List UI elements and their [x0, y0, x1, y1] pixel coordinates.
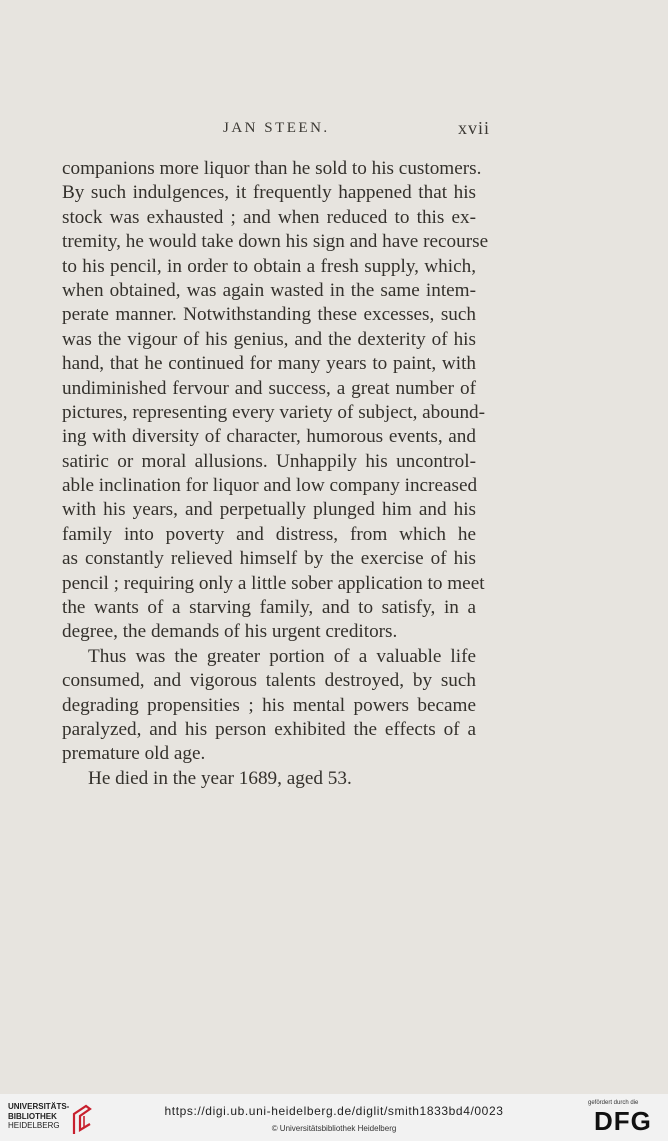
- text-line: with his years, and perpetually plunged him and his: [62, 499, 476, 521]
- text-line: ing with diversity of character, humorous events, and: [62, 426, 476, 448]
- text-line: tremity, he would take down his sign and have recourse: [62, 231, 489, 253]
- body-text: [62, 157, 489, 791]
- text-line: paralyzed, and his person exhibited the effects of a: [62, 718, 476, 740]
- text-line: hand, that he continued for many years to paint, with: [62, 353, 476, 375]
- text-line: premature old age.: [62, 743, 206, 765]
- funding-note: gefördert durch die: [588, 1100, 639, 1106]
- text-line: companions more liquor than he sold to his customers.: [62, 158, 482, 179]
- running-head: [0, 118, 668, 142]
- text-line: pictures, representing every variety of subject, abound-: [62, 401, 486, 423]
- dfg-logo[interactable]: [588, 1100, 664, 1136]
- text-line: degree, the demands of his urgent creditors.: [62, 621, 398, 643]
- dfg-wordmark: DFG: [594, 1106, 652, 1136]
- text-line: Thus was the greater portion of a valuable life: [88, 645, 476, 667]
- page-number: xvii: [458, 118, 491, 138]
- text-line: to his pencil, in order to obtain a fresh supply, which,: [62, 255, 476, 277]
- text-line: satiric or moral allusions. Unhappily his uncontrol-: [62, 450, 476, 472]
- text-line: He died in the year 1689, aged 53.: [88, 767, 352, 789]
- text-line: consumed, and vigorous talents destroyed, by such: [62, 670, 476, 692]
- text-line: the wants of a starving family, and to satisfy, in a: [62, 597, 476, 619]
- running-head-title: JAN STEEN.: [223, 120, 330, 136]
- text-line: degrading propensities ; his mental powers became: [62, 694, 476, 716]
- text-line: was the vigour of his genius, and the dexterity of his: [62, 328, 476, 350]
- viewer-footer: [0, 1094, 668, 1141]
- library-name: UNIVERSITÄTS- BIBLIOTHEK HEIDELBERG: [8, 1102, 70, 1130]
- text-line: stock was exhausted ; and when reduced to this ex-: [62, 206, 476, 228]
- page-url-link[interactable]: https://digi.ub.uni-heidelberg.de/diglit/smith1833bd4/0023: [164, 1104, 504, 1118]
- text-line: as constantly relieved himself by the exercise of his: [62, 548, 476, 570]
- text-line: perate manner. Notwithstanding these excesses, such: [62, 304, 476, 326]
- text-line: pencil ; requiring only a little sober application to meet: [62, 572, 485, 594]
- copyright-notice: © Universitätsbibliothek Heidelberg: [271, 1124, 397, 1133]
- text-line: By such indulgences, it frequently happened that his: [62, 182, 476, 204]
- text-line: family into poverty and distress, from which he: [62, 523, 476, 545]
- text-line: able inclination for liquor and low company increased: [62, 475, 478, 497]
- text-line: undiminished fervour and success, a great number of: [62, 377, 476, 399]
- text-line: when obtained, was again wasted in the same intem-: [62, 279, 476, 301]
